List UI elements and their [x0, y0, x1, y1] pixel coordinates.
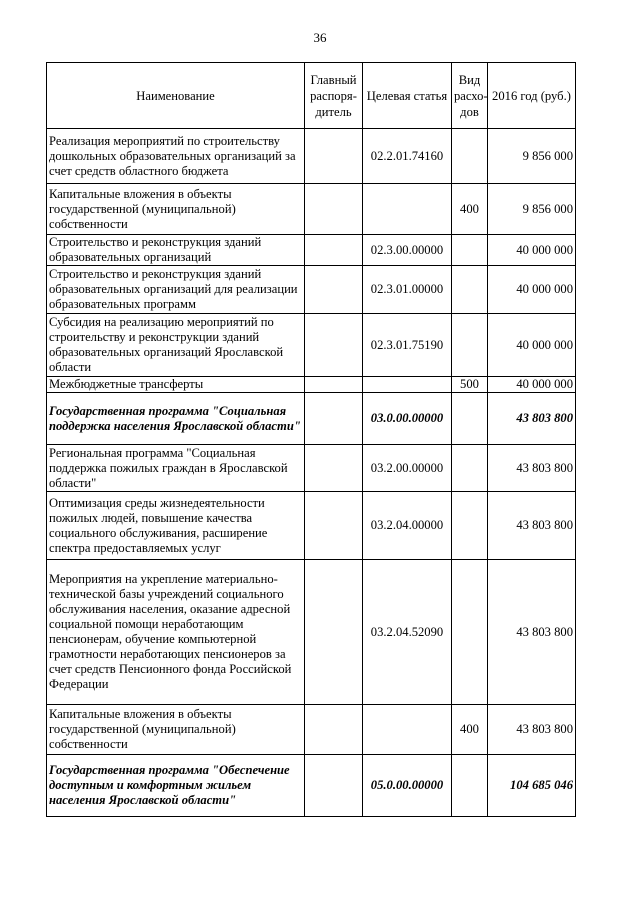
row-name: Строительство и реконструкция зданий образовательных организаций для реализации образовательных программ: [47, 266, 305, 314]
table-row: [47, 235, 576, 266]
row-main: [305, 445, 363, 492]
table-row: [47, 560, 576, 705]
row-target: 03.2.00.00000: [363, 445, 452, 492]
row-main: [305, 266, 363, 314]
row-name: Субсидия на реализацию мероприятий по строительству и реконструкции зданий образовательных организаций Ярославской области: [47, 314, 305, 377]
row-main: [305, 755, 363, 817]
header-main-manager: Главный распоря-дитель: [305, 63, 363, 129]
row-name: Строительство и реконструкция зданий образовательных организаций: [47, 235, 305, 266]
table-row: [47, 445, 576, 492]
row-name: Региональная программа "Социальная поддержка пожилых граждан в Ярославской области": [47, 445, 305, 492]
row-amount: 9 856 000: [488, 184, 576, 235]
row-amount: 43 803 800: [488, 560, 576, 705]
table-row: [47, 705, 576, 755]
row-main: [305, 705, 363, 755]
row-target: 02.3.01.75190: [363, 314, 452, 377]
row-target: 03.0.00.00000: [363, 393, 452, 445]
row-kind: [452, 393, 488, 445]
row-amount: 9 856 000: [488, 129, 576, 184]
row-target: [363, 377, 452, 393]
header-target-article: Целевая статья: [363, 63, 452, 129]
table-header-row: [47, 63, 576, 129]
row-amount: 104 685 046: [488, 755, 576, 817]
row-main: [305, 184, 363, 235]
row-amount: 43 803 800: [488, 492, 576, 560]
row-target: [363, 184, 452, 235]
page-number: 36: [313, 30, 327, 45]
row-target: 02.2.01.74160: [363, 129, 452, 184]
row-name: Межбюджетные трансферты: [47, 377, 305, 393]
row-target: [363, 705, 452, 755]
row-kind: [452, 445, 488, 492]
table-row: [47, 492, 576, 560]
table-row: [47, 393, 576, 445]
row-name: Государственная программа "Обеспечение доступным и комфортным жильем населения Ярославской области": [47, 755, 305, 817]
table-row: [47, 266, 576, 314]
row-target: 05.0.00.00000: [363, 755, 452, 817]
row-name: Капитальные вложения в объекты государственной (муниципальной) собственности: [47, 705, 305, 755]
table-row: [47, 129, 576, 184]
row-kind: 400: [452, 184, 488, 235]
row-name: Капитальные вложения в объекты государственной (муниципальной) собственности: [47, 184, 305, 235]
row-target: 03.2.04.52090: [363, 560, 452, 705]
row-main: [305, 560, 363, 705]
row-target: 02.3.00.00000: [363, 235, 452, 266]
row-target: 03.2.04.00000: [363, 492, 452, 560]
row-main: [305, 235, 363, 266]
header-year-amount: 2016 год (руб.): [488, 63, 576, 129]
row-main: [305, 377, 363, 393]
row-name: Мероприятия на укрепление материально-технической базы учреждений социального обслуживания населения, оказание адресной социальной помощи неработающим пенсионерам, обучение компьютерной грамотности неработающих пенсионеров за счет средств Пенсионного фонда Российской Федерации: [47, 560, 305, 705]
table-row: [47, 314, 576, 377]
row-main: [305, 314, 363, 377]
row-name: Реализация мероприятий по строительству дошкольных образовательных организаций за счет средств областного бюджета: [47, 129, 305, 184]
row-kind: [452, 492, 488, 560]
row-main: [305, 393, 363, 445]
row-amount: 43 803 800: [488, 393, 576, 445]
table-row: [47, 377, 576, 393]
row-target: 02.3.01.00000: [363, 266, 452, 314]
header-expense-type: Вид расхо-дов: [452, 63, 488, 129]
row-name: Государственная программа "Социальная поддержка населения Ярославской области": [47, 393, 305, 445]
row-main: [305, 129, 363, 184]
row-amount: 40 000 000: [488, 377, 576, 393]
row-kind: [452, 266, 488, 314]
row-amount: 40 000 000: [488, 266, 576, 314]
budget-table: [46, 62, 576, 817]
row-amount: 40 000 000: [488, 235, 576, 266]
header-name: Наименование: [47, 63, 305, 129]
row-kind: [452, 755, 488, 817]
row-name: Оптимизация среды жизнедеятельности пожилых людей, повышение качества социального обслуживания, расширение спектра предоставляемых услуг: [47, 492, 305, 560]
row-amount: 43 803 800: [488, 705, 576, 755]
row-amount: 43 803 800: [488, 445, 576, 492]
table-row: [47, 184, 576, 235]
row-kind: [452, 235, 488, 266]
table-row: [47, 755, 576, 817]
row-kind: [452, 314, 488, 377]
row-amount: 40 000 000: [488, 314, 576, 377]
row-kind: 500: [452, 377, 488, 393]
row-kind: [452, 560, 488, 705]
row-kind: 400: [452, 705, 488, 755]
row-main: [305, 492, 363, 560]
row-kind: [452, 129, 488, 184]
